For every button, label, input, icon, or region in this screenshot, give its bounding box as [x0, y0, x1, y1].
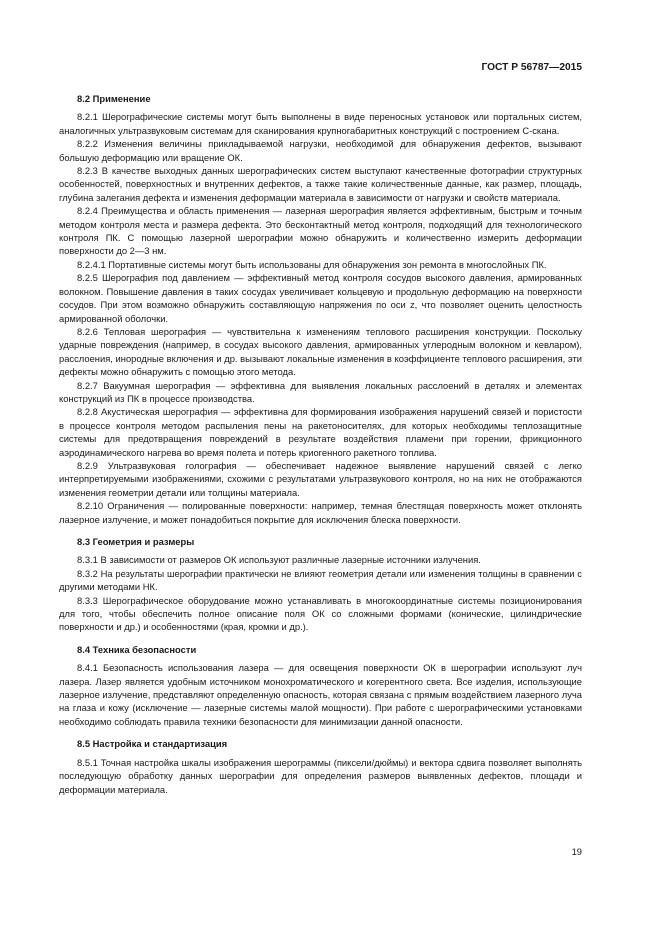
- paragraph: 8.3.3 Шерографическое оборудование можно устанавливать в многокоординатные системы позиционирования для того, чтобы обеспечить полное описание поля ОК со сложными формами (конические, цилиндрические поверхности и др.) и особенностями (края, кромки и др.).: [59, 594, 582, 633]
- paragraph: 8.2.9 Ультразвуковая голография — обеспечивает надежное выявление нарушений связей с легко интерпретируемыми изображениями, схожими с результатами ультразвукового контроля, но на них не отображаются изменения геометрии детали или толщины материала.: [59, 459, 582, 498]
- paragraph: 8.2.5 Шерография под давлением — эффективный метод контроля сосудов высокого давления, армированных волокном. Повышение давления в таких сосудах увеличивает кольцевую и продольную деформацию на поверхности сосудов. При этом возможно обнаружить составляющую напряжения по оси z, что позволяет оценить целостность армированной оболочки.: [59, 272, 582, 324]
- paragraph: 8.3.2 На результаты шерографии практически не влияют геометрия детали или изменения толщины в сравнении с другими методами НК.: [59, 567, 582, 593]
- paragraph: 8.2.7 Вакуумная шерография — эффективна для выявления локальных расслоений в деталях и элементах конструкций из ПК в процессе производства.: [59, 379, 582, 404]
- paragraph: 8.2.4 Преимущества и область применения — лазерная шерография является эффективным, быстрым и точным методом контроля места и размера дефекта. Это бесконтактный метод контроля, подходящий для технологического контроля ПК. С помощью лазерной шерографии можно обнаружить и количественно измерить деформации поверхности до 2—3 нм.: [59, 205, 582, 257]
- paragraph: 8.2.1 Шерографические системы могут быть выполнены в виде переносных установок или портальных систем, аналогичных ультразвуковым системам для сканирования крупногабаритных конструкций с построением С-скана.: [59, 111, 582, 136]
- section-calibration: [59, 737, 582, 796]
- document-code: ГОСТ Р 56787—2015: [481, 62, 582, 73]
- paragraph: 8.2.10 Ограничения — полированные поверхности: например, темная блестящая поверхность может отклонять лазерное излучение, и может понадобиться покрытие для исключения блеска поверхности.: [59, 500, 582, 525]
- paragraph: 8.2.2 Изменения величины прикладываемой нагрузки, необходимой для обнаружения дефектов, вызывают большую деформацию или вращение ОК.: [59, 138, 582, 163]
- paragraph: 8.2.4.1 Портативные системы могут быть использованы для обнаружения зон ремонта в многослойных ПК.: [77, 258, 547, 270]
- section-title: 8.4 Техника безопасности: [77, 643, 197, 655]
- section-safety: [59, 643, 582, 728]
- section-title: 8.3 Геометрия и размеры: [77, 536, 195, 547]
- page-number: 19: [571, 846, 582, 857]
- paragraph: 8.4.1 Безопасность использования лазера — для освещения поверхности ОК в шерографии используют луч лазера. Лазер является удобным источником монохроматического и когерентного света. Все изделия, использующие лазерное излучение, представляют определенную опасность, которая связана с прямым воздействием лазерного луча на глаза и кожу (исключение — лазерные системы малой мощности). При работе с шерографическими установками необходимо соблюдать правила техники безопасности для минимизации данной опасности.: [59, 662, 582, 727]
- section-application: [59, 92, 582, 526]
- section-geometry: [59, 535, 582, 634]
- paragraph: 8.2.3 В качестве выходных данных шерографических систем выступают качественные фотографии структурных особенностей, поверхностных и внутренних дефектов, а также такие количественные данные, как размер, площадь, глубина залегания дефекта и изменения деформации материала в зависимости от нагрузки и свойств материала.: [59, 165, 582, 203]
- section-title: 8.5 Настройка и стандартизация: [77, 738, 228, 750]
- paragraph: 8.5.1 Точная настройка шкалы изображения шерограммы (пиксели/дюймы) и вектора сдвига позволяет выполнять последующую обработку данных шерографии для определения размеров выявленных дефектов, площади и деформации материала.: [59, 756, 582, 795]
- paragraph: 8.2.8 Акустическая шерография — эффективна для формирования изображения нарушений связей и пористости в процессе контроля методом распыления пены на ракетоносителях, для которых необходимы теплозащитные системы для предотвращения повреждений в результате воздействия пламени при горении, фрикционного аэродинамического нагрева во время полета и потерь криогенного ракетного топлива.: [59, 406, 582, 458]
- section-title: 8.2 Применение: [77, 93, 151, 104]
- paragraph: 8.3.1 В зависимости от размеров ОК используют различные лазерные источники излучения.: [77, 554, 481, 566]
- paragraph: 8.2.6 Тепловая шерография — чувствительна к изменениям теплового расширения конструкции. Поскольку ударные повреждения (например, в сосудах высокого давления, армированных углеродным волокном и кевларом), расслоения, инородные включения и др. вызывают локальные изменения в коэффициенте теплового расширения, эти дефекты можно обнаружить с помощью этого метода.: [59, 325, 582, 378]
- page-content: [59, 92, 582, 796]
